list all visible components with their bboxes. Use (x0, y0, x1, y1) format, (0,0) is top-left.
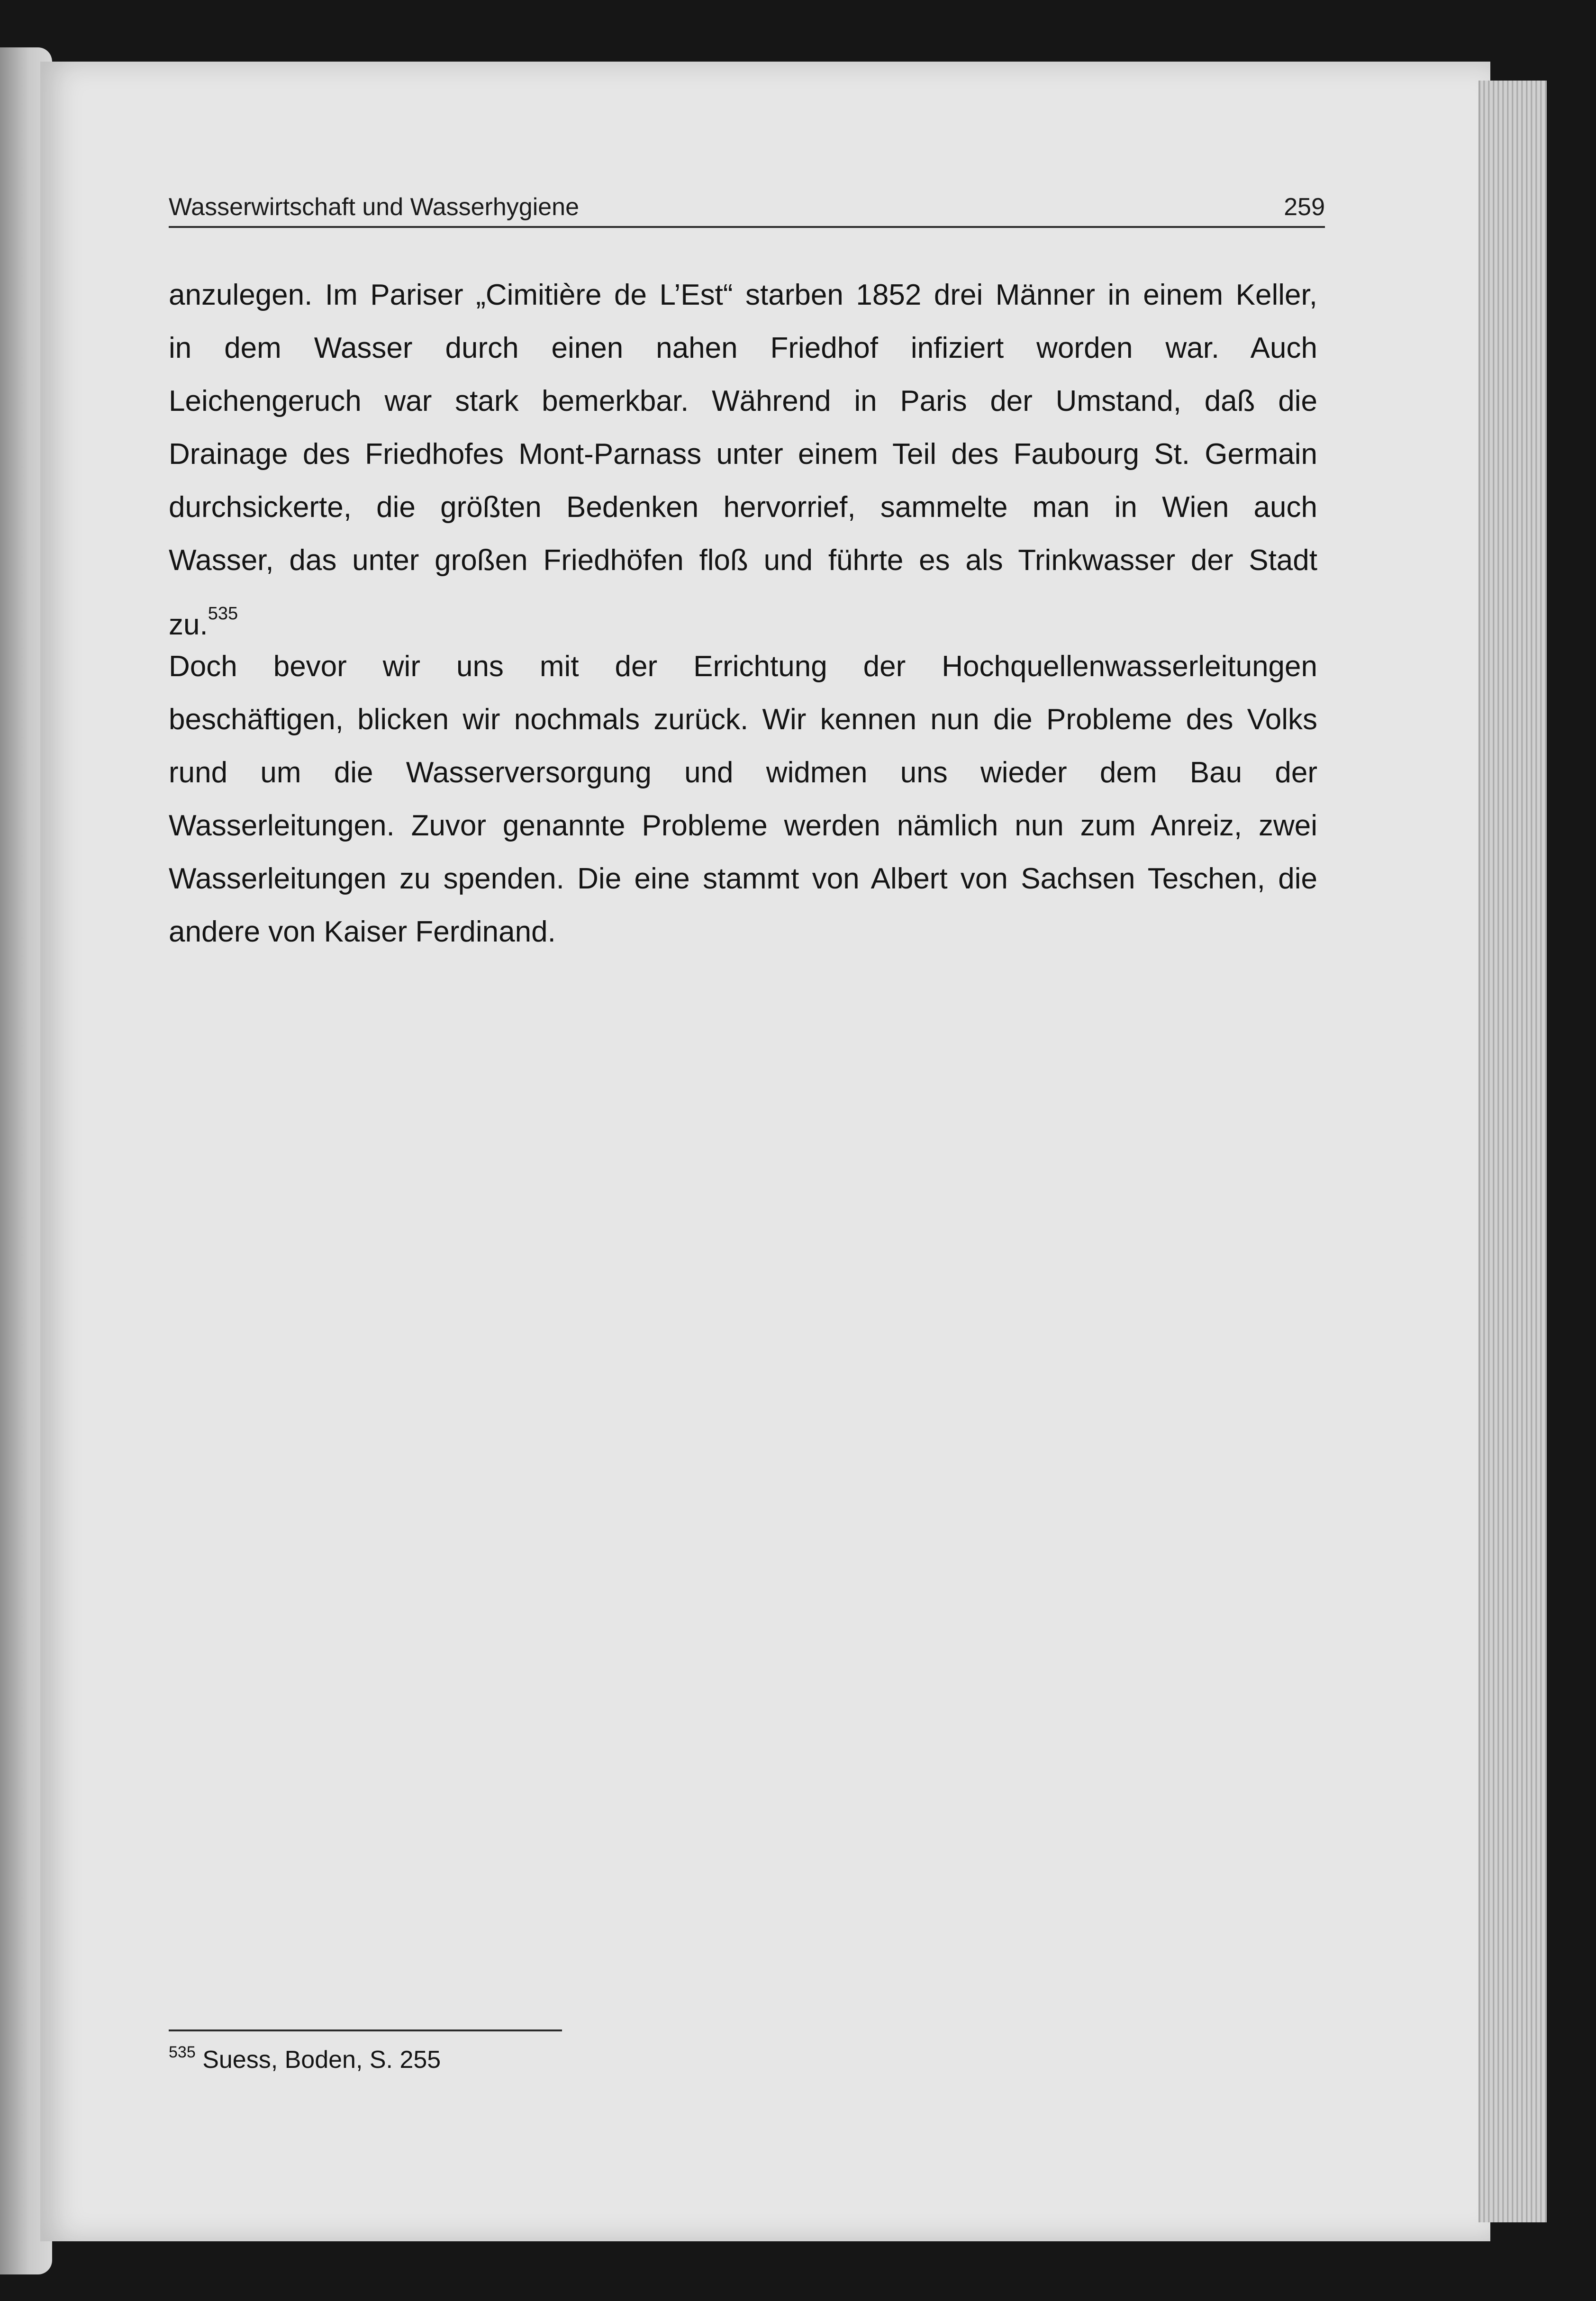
text-line: Wasserleitungen. Zuvor genannte Probleme werden nämlich nun zum Anreiz, zwei (169, 809, 1317, 842)
footnote (169, 2043, 441, 2074)
text-line: Doch bevor wir uns mit der Errichtung der Hochquellenwasserleitungen (169, 650, 1317, 683)
running-head (169, 193, 1325, 228)
text-line: rund um die Wasserversorgung und widmen uns wieder dem Bau der (169, 756, 1317, 789)
text-line: Leichengeruch war stark bemerkbar. Während in Paris der Umstand, daß die (169, 385, 1317, 417)
last-line-text: zu. (169, 608, 208, 641)
text-line: Drainage des Friedhofes Mont-Parnass unter einem Teil des Faubourg St. Germain (169, 438, 1317, 471)
page-number: 259 (1284, 193, 1325, 221)
body-text (169, 274, 1317, 964)
footnote-rule (169, 2029, 562, 2031)
footnote-text: Suess, Boden, S. 255 (202, 2046, 441, 2074)
text-line: anzulegen. Im Pariser „Cimitière de L’Est“ starben 1852 drei Männer in einem Keller, (169, 279, 1317, 311)
text-line: beschäftigen, blicken wir nochmals zurück. Wir kennen nun die Probleme des Volks (169, 703, 1317, 736)
text-line (169, 592, 1317, 645)
text-line: in dem Wasser durch einen nahen Friedhof infiziert worden war. Auch (169, 332, 1317, 364)
text-line: durchsickerte, die größten Bedenken hervorrief, sammelte man in Wien auch (169, 491, 1317, 524)
page-stack-edge (1478, 81, 1547, 2222)
text-line: andere von Kaiser Ferdinand. (169, 915, 556, 948)
footnote-reference[interactable]: 535 (208, 604, 238, 624)
footnote-number: 535 (169, 2043, 196, 2061)
text-line: Wasser, das unter großen Friedhöfen floß und führte es als Trinkwasser der Stadt (169, 544, 1317, 577)
running-title: Wasserwirtschaft und Wasserhygiene (169, 193, 580, 221)
text-line: Wasserleitungen zu spenden. Die eine stammt von Albert von Sachsen Teschen, die (169, 862, 1317, 895)
